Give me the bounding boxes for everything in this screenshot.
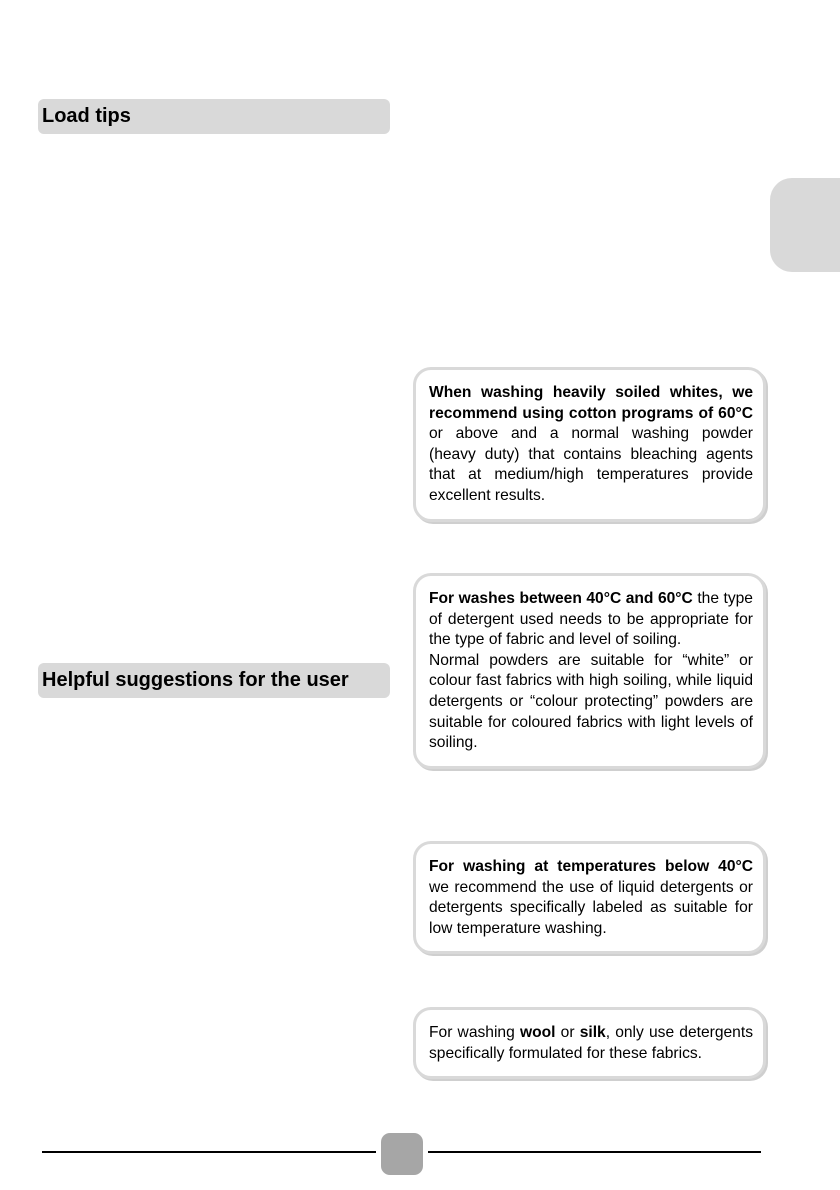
- tip-body-text: we recommend the use of liquid detergents or detergents specifically labeled as suitable for low temperature washing.: [429, 878, 753, 937]
- footer-rule-left: [42, 1151, 376, 1153]
- tip-text: [429, 383, 753, 507]
- tip-text-2: Normal powders are suitable for “white” or colour fast fabrics with high soiling, while liquid detergents or “colour protecting” powders are suitable for coloured fabrics with light levels of soiling.: [429, 651, 753, 752]
- page-number-badge: [381, 1133, 423, 1175]
- tip-bold-text: For washes between 40°C and 60°C: [429, 590, 693, 607]
- tip-bold-text: When washing heavily soiled whites, we recommend using cotton programs of 60°C: [429, 384, 753, 422]
- tip-box-below-40: [413, 841, 766, 954]
- tip-box-heavily-soiled: [413, 367, 766, 522]
- tip-text-mid: or: [555, 1024, 580, 1041]
- tip-bold-wool: wool: [519, 1024, 556, 1041]
- footer-rule-right: [428, 1151, 761, 1153]
- tip-bold-text: For washing at temperatures below 40°C: [429, 858, 753, 875]
- tip-text-post: , only use detergents specifically formulated for these fabrics.: [429, 1024, 753, 1062]
- tip-text: [429, 589, 753, 651]
- tip-text: [429, 1023, 753, 1064]
- tip-text-pre: For washing: [429, 1024, 520, 1041]
- load-tips-heading: Load tips: [38, 99, 390, 134]
- tip-box-wool-silk: [413, 1007, 766, 1079]
- section-tab: [770, 178, 840, 272]
- helpful-suggestions-heading: Helpful suggestions for the user: [38, 663, 390, 698]
- tip-bold-silk: silk: [579, 1024, 606, 1041]
- tip-box-40-60: [413, 573, 766, 769]
- tip-body-text: or above and a normal washing powder (heavy duty) that contains bleaching agents that at medium/high temperatures provide excellent results.: [429, 425, 753, 504]
- tip-body-text: the type of detergent used needs to be appropriate for the type of fabric and level of soiling.: [429, 590, 753, 649]
- tip-text: [429, 857, 753, 939]
